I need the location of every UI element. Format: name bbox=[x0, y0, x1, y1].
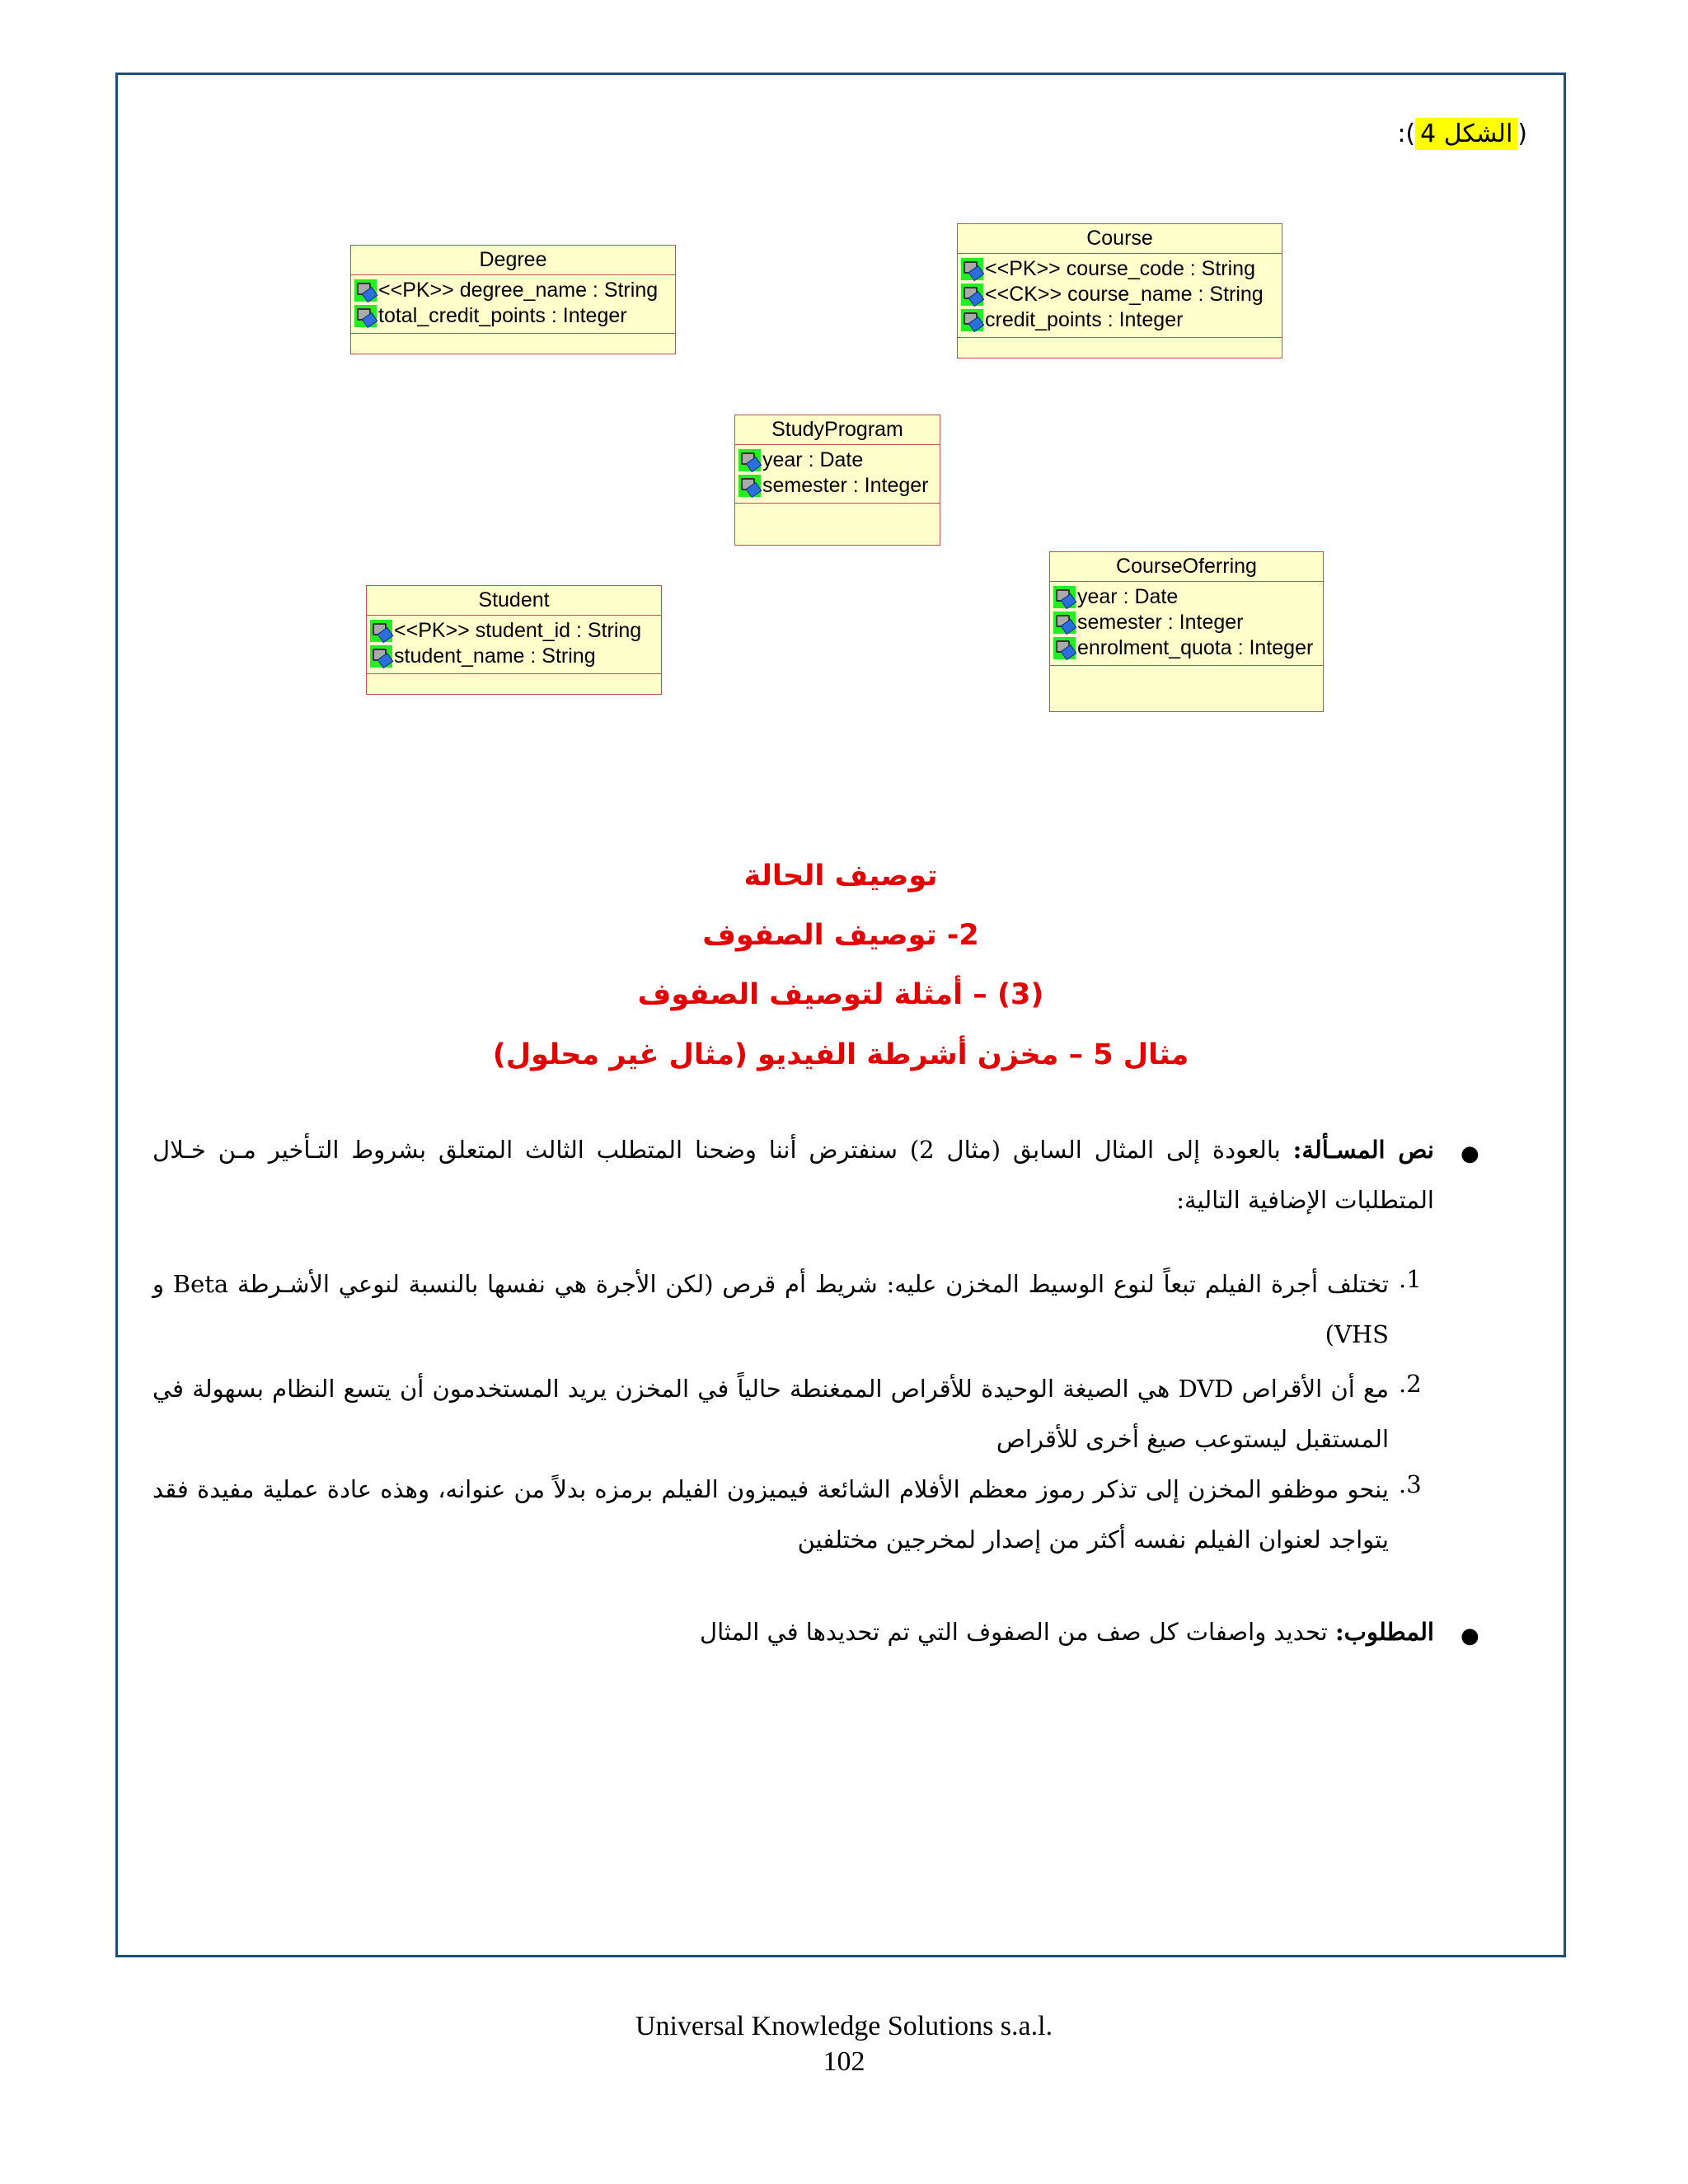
uml-attributes bbox=[735, 445, 940, 504]
attribute-icon bbox=[354, 279, 377, 302]
uml-attribute: year : Date bbox=[738, 448, 936, 473]
figure-label: (الشكل 4): bbox=[1397, 120, 1527, 148]
uml-class-name: StudyProgram bbox=[735, 415, 940, 445]
attribute-icon bbox=[961, 258, 983, 280]
list-item: تختلف أجرة الفيلم تبعاً لنوع الوسيط المخزن عليه: شريط أم قرص (لكن الأجرة هي نفسها بالنسبة لنوعي الأشـرطة Beta و VHS) bbox=[152, 1270, 1389, 1348]
item-number: .2 bbox=[1399, 1370, 1422, 1398]
uml-attribute: student_name : String bbox=[370, 644, 658, 669]
uml-attribute: semester : Integer bbox=[738, 473, 936, 499]
uml-class-name: Degree bbox=[351, 246, 675, 275]
footer-company: Universal Knowledge Solutions s.a.l. bbox=[635, 2011, 1053, 2041]
heading-case-description: توصيف الحالة bbox=[743, 860, 938, 893]
heading-example-5: مثال 5 – مخزن أشرطة الفيديو (مثال غير محلول) bbox=[492, 1038, 1189, 1071]
problem-statement: نص المسـألة: بالعودة إلى المثال السابق (مثال 2) سنفترض أننا وضحنا المتطلب الثالث المتعلق بشروط التـأخير مـن خـلال المتطلبات الإضافية التالية: bbox=[152, 1136, 1434, 1214]
required-statement: المطلوب: تحديد واصفات كل صف من الصفوف التي تم تحديدها في المثال bbox=[700, 1618, 1434, 1646]
uml-class-name: Course bbox=[958, 224, 1282, 254]
uml-attribute: <<PK>> degree_name : String bbox=[354, 278, 672, 303]
uml-class-name: Student bbox=[367, 586, 661, 616]
page-frame bbox=[115, 73, 1566, 1957]
problem-label: نص المسـألة: bbox=[1292, 1136, 1434, 1164]
uml-attribute: <<CK>> course_name : String bbox=[961, 282, 1278, 307]
heading-class-examples: (3) – أمثلة لتوصيف الصفوف bbox=[637, 978, 1044, 1011]
uml-attribute: year : Date bbox=[1053, 584, 1320, 610]
uml-operations bbox=[735, 504, 940, 545]
item-number: .1 bbox=[1399, 1265, 1422, 1293]
attribute-icon bbox=[738, 449, 761, 471]
figure-label-highlight: الشكل 4 bbox=[1415, 118, 1517, 150]
list-item: مع أن الأقراص DVD هي الصيغة الوحيدة للأقراص الممغنطة حالياً في المخزن يريد المستخدمون أن يتسع النظام بسهولة في المستقبل ليستوعب صيغ أخرى للأقراص bbox=[152, 1375, 1389, 1453]
uml-class-student bbox=[366, 585, 662, 695]
required-label: المطلوب: bbox=[1334, 1618, 1434, 1646]
attribute-icon bbox=[370, 620, 392, 642]
uml-attributes bbox=[958, 254, 1282, 338]
attribute-icon bbox=[370, 645, 392, 668]
uml-operations bbox=[351, 334, 675, 354]
uml-attributes bbox=[1050, 582, 1323, 666]
attribute-icon bbox=[1053, 586, 1076, 608]
uml-operations bbox=[367, 674, 661, 694]
attribute-icon bbox=[1053, 637, 1076, 659]
uml-class-study-program bbox=[734, 415, 940, 546]
uml-attribute: total_credit_points : Integer bbox=[354, 303, 672, 329]
attribute-icon bbox=[961, 284, 983, 306]
bullet-icon: ● bbox=[1461, 1141, 1479, 1166]
uml-class-name: CourseOferring bbox=[1050, 552, 1323, 582]
uml-attribute: enrolment_quota : Integer bbox=[1053, 635, 1320, 661]
uml-attribute: <<PK>> student_id : String bbox=[370, 618, 658, 644]
uml-attributes bbox=[351, 275, 675, 334]
attribute-icon bbox=[1053, 612, 1076, 634]
uml-class-course bbox=[957, 223, 1282, 359]
uml-attribute: <<PK>> course_code : String bbox=[961, 256, 1278, 282]
heading-class-description: 2- توصيف الصفوف bbox=[702, 919, 979, 952]
item-number: .3 bbox=[1399, 1470, 1422, 1498]
attribute-icon bbox=[738, 475, 761, 497]
attribute-icon bbox=[961, 309, 983, 331]
uml-attribute: credit_points : Integer bbox=[961, 307, 1278, 333]
uml-operations bbox=[958, 338, 1282, 358]
list-item: ينحو موظفو المخزن إلى تذكر رموز معظم الأفلام الشائعة فيميزون الفيلم برمزه بدلاً من عنوانه، وهذه عادة عملية مفيدة فقد يتواجد لعنوان الفيلم نفسه أكثر من إصدار لمخرجين مختلفين bbox=[152, 1475, 1389, 1554]
uml-operations bbox=[1050, 666, 1323, 711]
uml-attributes bbox=[367, 616, 661, 674]
page-number: 102 bbox=[823, 2046, 865, 2077]
attribute-icon bbox=[354, 305, 377, 327]
bullet-icon: ● bbox=[1461, 1624, 1479, 1648]
uml-class-course-offering bbox=[1049, 551, 1324, 712]
uml-class-degree bbox=[350, 245, 676, 354]
uml-attribute: semester : Integer bbox=[1053, 610, 1320, 635]
